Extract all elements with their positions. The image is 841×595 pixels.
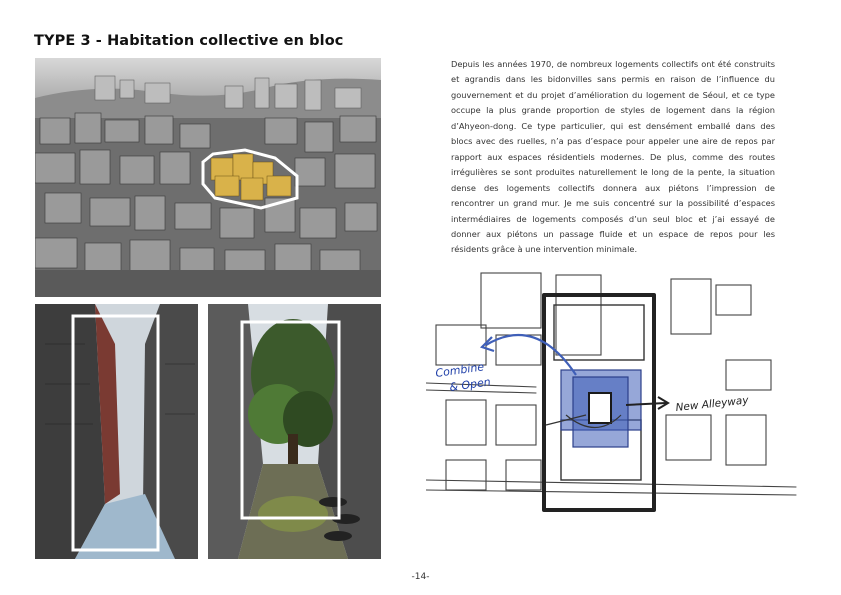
page-number: -14- xyxy=(411,572,430,582)
description-paragraph: Depuis les années 1970, de nombreux logements collectifs ont été construits et agrandis dans les bidonvilles sans permis en raison de l’influence du gouvernement et du projet d’amélioration du logement de Séoul, et ce type occupe la plus grande proportion de styles de logement dans la région d’Ahyeon-dong. Ce type particulier, qui est densément emballé dans des blocs avec des ruelles, n’a pas d’espace pour appeler une aire de repos par rapport aux espaces résidentiels modernes. De plus, comme des routes irrégulières se sont produites naturellement le long de la pente, la situation dense des logements collectifs donnera aux piétons l’impression de rencontrer un grand mur. Je me suis concentré sur la possibilité d’espaces intermédiaires de logements composés d’un seul bloc et j’ai essayé de donner aux piétons un passage fluide et un espace de repos pour les résidents grâce à une intervention minimale. xyxy=(451,59,775,255)
alley-photo-left xyxy=(35,304,198,559)
sketch-label-new-alleyway: New Alleyway xyxy=(675,394,750,414)
site-sketch xyxy=(426,265,801,530)
aerial-photo xyxy=(35,58,381,297)
page-title: TYPE 3 - Habitation collective en bloc xyxy=(34,33,344,49)
sketch-label-combine: Combine xyxy=(434,360,485,380)
alley-photo-right xyxy=(208,304,381,559)
sketch-label-open: & Open xyxy=(448,375,492,394)
